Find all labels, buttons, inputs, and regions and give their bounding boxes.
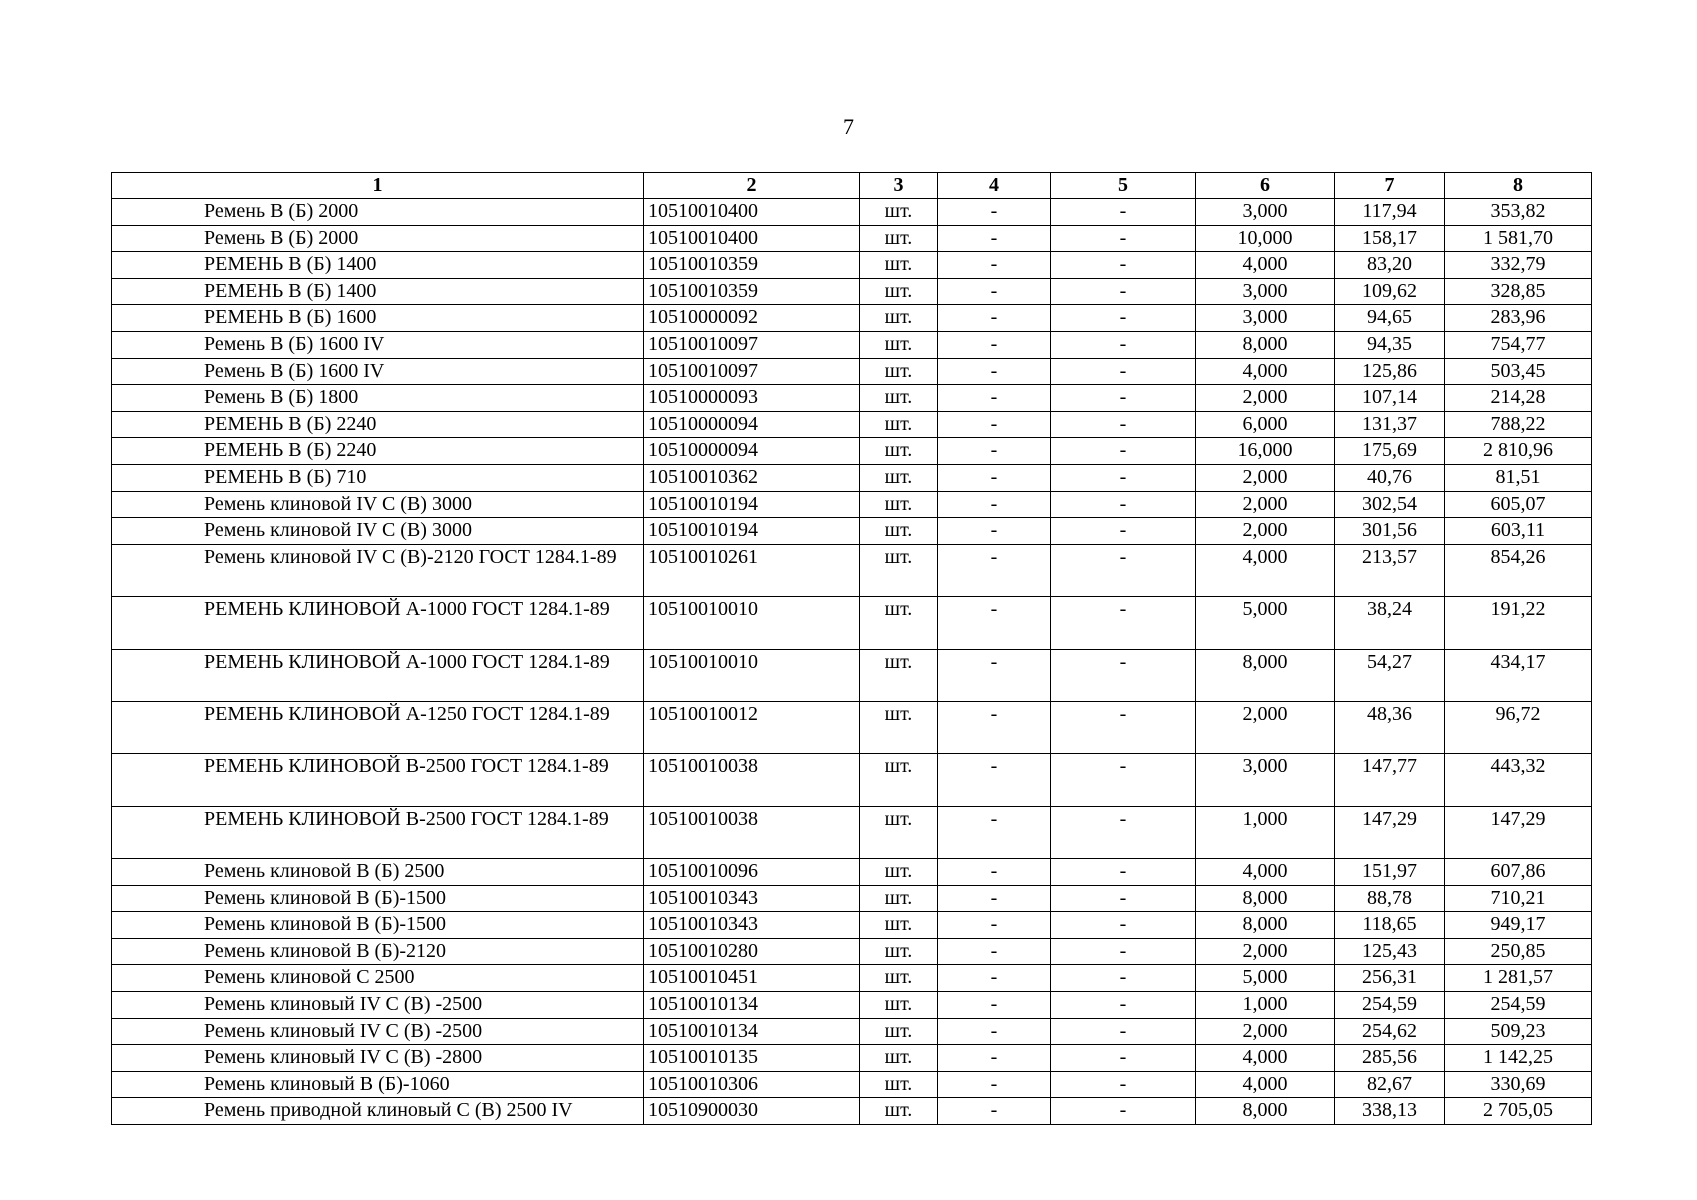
table-row xyxy=(112,199,1592,226)
column-5-cell: - xyxy=(1051,225,1196,252)
table-row xyxy=(112,518,1592,545)
unit-cell: шт. xyxy=(860,806,938,858)
quantity-cell: 3,000 xyxy=(1196,199,1335,226)
unit-cell: шт. xyxy=(860,438,938,465)
item-code-cell: 10510010451 xyxy=(644,965,860,992)
unit-cell: шт. xyxy=(860,385,938,412)
column-4-cell: - xyxy=(938,199,1051,226)
table-row xyxy=(112,938,1592,965)
column-4-cell: - xyxy=(938,806,1051,858)
table-row xyxy=(112,701,1592,753)
item-name-cell: РЕМЕНЬ В (Б) 1600 xyxy=(112,305,644,332)
column-5-cell: - xyxy=(1051,806,1196,858)
unit-cell: шт. xyxy=(860,358,938,385)
column-5-cell: - xyxy=(1051,438,1196,465)
column-5-cell: - xyxy=(1051,1071,1196,1098)
item-code-cell: 10510010038 xyxy=(644,754,860,806)
column-4-cell: - xyxy=(938,358,1051,385)
column-5-cell: - xyxy=(1051,649,1196,701)
table-row xyxy=(112,358,1592,385)
column-4-cell: - xyxy=(938,331,1051,358)
table-row xyxy=(112,1045,1592,1072)
sum-cell: 854,26 xyxy=(1445,544,1592,596)
sum-cell: 1 281,57 xyxy=(1445,965,1592,992)
item-name-cell: Ремень клиновой IV С (В) 3000 xyxy=(112,518,644,545)
item-code-cell: 10510010194 xyxy=(644,491,860,518)
column-5-cell: - xyxy=(1051,411,1196,438)
sum-cell: 214,28 xyxy=(1445,385,1592,412)
quantity-cell: 1,000 xyxy=(1196,806,1335,858)
item-name-cell: Ремень клиновой В (Б)-2120 xyxy=(112,938,644,965)
column-5-cell: - xyxy=(1051,965,1196,992)
quantity-cell: 2,000 xyxy=(1196,518,1335,545)
column-5-cell: - xyxy=(1051,358,1196,385)
sum-cell: 283,96 xyxy=(1445,305,1592,332)
column-4-cell: - xyxy=(938,385,1051,412)
item-code-cell: 10510010359 xyxy=(644,252,860,279)
item-code-cell: 10510010097 xyxy=(644,331,860,358)
sum-cell: 332,79 xyxy=(1445,252,1592,279)
unit-cell: шт. xyxy=(860,938,938,965)
quantity-cell: 2,000 xyxy=(1196,385,1335,412)
column-4-cell: - xyxy=(938,1071,1051,1098)
item-code-cell: 10510010343 xyxy=(644,885,860,912)
unit-cell: шт. xyxy=(860,411,938,438)
item-name-cell: РЕМЕНЬ КЛИНОВОЙ А-1000 ГОСТ 1284.1-89 xyxy=(112,649,644,701)
item-code-cell: 10510010280 xyxy=(644,938,860,965)
column-4-cell: - xyxy=(938,278,1051,305)
table-row xyxy=(112,438,1592,465)
price-cell: 118,65 xyxy=(1335,912,1445,939)
table-row xyxy=(112,754,1592,806)
price-cell: 94,65 xyxy=(1335,305,1445,332)
item-code-cell: 10510000093 xyxy=(644,385,860,412)
item-code-cell: 10510010038 xyxy=(644,806,860,858)
quantity-cell: 2,000 xyxy=(1196,464,1335,491)
price-cell: 213,57 xyxy=(1335,544,1445,596)
table-row xyxy=(112,912,1592,939)
column-5-cell: - xyxy=(1051,754,1196,806)
item-code-cell: 10510010400 xyxy=(644,199,860,226)
sum-cell: 434,17 xyxy=(1445,649,1592,701)
column-4-cell: - xyxy=(938,992,1051,1019)
item-code-cell: 10510000094 xyxy=(644,411,860,438)
column-4-cell: - xyxy=(938,912,1051,939)
price-cell: 125,86 xyxy=(1335,358,1445,385)
quantity-cell: 2,000 xyxy=(1196,491,1335,518)
sum-cell: 509,23 xyxy=(1445,1018,1592,1045)
price-cell: 40,76 xyxy=(1335,464,1445,491)
column-4-cell: - xyxy=(938,491,1051,518)
item-name-cell: РЕМЕНЬ КЛИНОВОЙ В-2500 ГОСТ 1284.1-89 xyxy=(112,806,644,858)
column-4-cell: - xyxy=(938,597,1051,649)
sum-cell: 788,22 xyxy=(1445,411,1592,438)
item-name-cell: Ремень В (Б) 2000 xyxy=(112,225,644,252)
quantity-cell: 3,000 xyxy=(1196,278,1335,305)
table-body xyxy=(112,199,1592,1125)
unit-cell: шт. xyxy=(860,754,938,806)
item-code-cell: 10510010010 xyxy=(644,597,860,649)
sum-cell: 949,17 xyxy=(1445,912,1592,939)
unit-cell: шт. xyxy=(860,1018,938,1045)
unit-cell: шт. xyxy=(860,649,938,701)
quantity-cell: 4,000 xyxy=(1196,358,1335,385)
column-4-cell: - xyxy=(938,305,1051,332)
unit-cell: шт. xyxy=(860,992,938,1019)
header-cell: 2 xyxy=(644,173,860,199)
column-5-cell: - xyxy=(1051,885,1196,912)
price-cell: 302,54 xyxy=(1335,491,1445,518)
table-header-row xyxy=(112,173,1592,199)
price-cell: 109,62 xyxy=(1335,278,1445,305)
item-name-cell: Ремень клиновой В (Б)-1500 xyxy=(112,885,644,912)
table-row xyxy=(112,859,1592,886)
quantity-cell: 4,000 xyxy=(1196,1045,1335,1072)
column-5-cell: - xyxy=(1051,252,1196,279)
item-name-cell: РЕМЕНЬ В (Б) 2240 xyxy=(112,438,644,465)
quantity-cell: 1,000 xyxy=(1196,992,1335,1019)
quantity-cell: 2,000 xyxy=(1196,1018,1335,1045)
column-4-cell: - xyxy=(938,464,1051,491)
sum-cell: 191,22 xyxy=(1445,597,1592,649)
quantity-cell: 2,000 xyxy=(1196,701,1335,753)
unit-cell: шт. xyxy=(860,331,938,358)
item-name-cell: Ремень В (Б) 2000 xyxy=(112,199,644,226)
column-5-cell: - xyxy=(1051,385,1196,412)
item-code-cell: 10510000094 xyxy=(644,438,860,465)
quantity-cell: 16,000 xyxy=(1196,438,1335,465)
unit-cell: шт. xyxy=(860,1071,938,1098)
item-code-cell: 10510010359 xyxy=(644,278,860,305)
item-name-cell: Ремень клиновой IV С (В)-2120 ГОСТ 1284.1-89 xyxy=(112,544,644,596)
item-name-cell: Ремень клиновой В (Б)-1500 xyxy=(112,912,644,939)
price-cell: 338,13 xyxy=(1335,1098,1445,1125)
item-name-cell: Ремень клиновый В (Б)-1060 xyxy=(112,1071,644,1098)
quantity-cell: 4,000 xyxy=(1196,859,1335,886)
item-code-cell: 10510010261 xyxy=(644,544,860,596)
unit-cell: шт. xyxy=(860,1098,938,1125)
table-row xyxy=(112,491,1592,518)
column-5-cell: - xyxy=(1051,491,1196,518)
sum-cell: 605,07 xyxy=(1445,491,1592,518)
unit-cell: шт. xyxy=(860,278,938,305)
item-name-cell: Ремень клиновый IV С (В) -2800 xyxy=(112,1045,644,1072)
sum-cell: 603,11 xyxy=(1445,518,1592,545)
item-name-cell: РЕМЕНЬ КЛИНОВОЙ А-1250 ГОСТ 1284.1-89 xyxy=(112,701,644,753)
price-cell: 254,62 xyxy=(1335,1018,1445,1045)
column-5-cell: - xyxy=(1051,278,1196,305)
page-number: 7 xyxy=(843,114,854,139)
price-cell: 117,94 xyxy=(1335,199,1445,226)
item-name-cell: РЕМЕНЬ В (Б) 1400 xyxy=(112,252,644,279)
sum-cell: 328,85 xyxy=(1445,278,1592,305)
column-4-cell: - xyxy=(938,1098,1051,1125)
column-5-cell: - xyxy=(1051,992,1196,1019)
item-name-cell: РЕМЕНЬ В (Б) 710 xyxy=(112,464,644,491)
table-row xyxy=(112,544,1592,596)
item-name-cell: Ремень В (Б) 1600 IV xyxy=(112,331,644,358)
sum-cell: 1 581,70 xyxy=(1445,225,1592,252)
table-row xyxy=(112,1098,1592,1125)
quantity-cell: 8,000 xyxy=(1196,885,1335,912)
table-row xyxy=(112,1018,1592,1045)
column-5-cell: - xyxy=(1051,701,1196,753)
column-4-cell: - xyxy=(938,1018,1051,1045)
items-table xyxy=(111,172,1592,1125)
quantity-cell: 5,000 xyxy=(1196,965,1335,992)
price-cell: 88,78 xyxy=(1335,885,1445,912)
price-cell: 158,17 xyxy=(1335,225,1445,252)
column-5-cell: - xyxy=(1051,1018,1196,1045)
sum-cell: 443,32 xyxy=(1445,754,1592,806)
column-4-cell: - xyxy=(938,411,1051,438)
column-4-cell: - xyxy=(938,518,1051,545)
quantity-cell: 8,000 xyxy=(1196,331,1335,358)
item-code-cell: 10510010134 xyxy=(644,992,860,1019)
item-name-cell: Ремень приводной клиновый С (В) 2500 IV xyxy=(112,1098,644,1125)
quantity-cell: 10,000 xyxy=(1196,225,1335,252)
item-name-cell: Ремень клиновой С 2500 xyxy=(112,965,644,992)
column-5-cell: - xyxy=(1051,199,1196,226)
column-4-cell: - xyxy=(938,965,1051,992)
quantity-cell: 4,000 xyxy=(1196,252,1335,279)
unit-cell: шт. xyxy=(860,518,938,545)
price-cell: 301,56 xyxy=(1335,518,1445,545)
header-cell: 4 xyxy=(938,173,1051,199)
price-cell: 285,56 xyxy=(1335,1045,1445,1072)
item-code-cell: 10510010306 xyxy=(644,1071,860,1098)
unit-cell: шт. xyxy=(860,965,938,992)
item-name-cell: Ремень клиновой IV С (В) 3000 xyxy=(112,491,644,518)
item-code-cell: 10510010343 xyxy=(644,912,860,939)
column-5-cell: - xyxy=(1051,938,1196,965)
item-name-cell: Ремень В (Б) 1600 IV xyxy=(112,358,644,385)
table-row xyxy=(112,225,1592,252)
column-4-cell: - xyxy=(938,225,1051,252)
column-4-cell: - xyxy=(938,1045,1051,1072)
unit-cell: шт. xyxy=(860,912,938,939)
column-5-cell: - xyxy=(1051,518,1196,545)
unit-cell: шт. xyxy=(860,1045,938,1072)
table-row xyxy=(112,649,1592,701)
table-row xyxy=(112,331,1592,358)
sum-cell: 81,51 xyxy=(1445,464,1592,491)
price-cell: 256,31 xyxy=(1335,965,1445,992)
unit-cell: шт. xyxy=(860,464,938,491)
price-cell: 48,36 xyxy=(1335,701,1445,753)
column-5-cell: - xyxy=(1051,544,1196,596)
column-4-cell: - xyxy=(938,544,1051,596)
item-code-cell: 10510010012 xyxy=(644,701,860,753)
item-code-cell: 10510000092 xyxy=(644,305,860,332)
column-5-cell: - xyxy=(1051,859,1196,886)
item-name-cell: Ремень клиновой В (Б) 2500 xyxy=(112,859,644,886)
sum-cell: 607,86 xyxy=(1445,859,1592,886)
table-row xyxy=(112,464,1592,491)
column-5-cell: - xyxy=(1051,305,1196,332)
price-cell: 175,69 xyxy=(1335,438,1445,465)
column-5-cell: - xyxy=(1051,331,1196,358)
price-cell: 125,43 xyxy=(1335,938,1445,965)
sum-cell: 353,82 xyxy=(1445,199,1592,226)
table-row xyxy=(112,597,1592,649)
sum-cell: 503,45 xyxy=(1445,358,1592,385)
unit-cell: шт. xyxy=(860,305,938,332)
price-cell: 107,14 xyxy=(1335,385,1445,412)
item-name-cell: Ремень клиновый IV С (В) -2500 xyxy=(112,992,644,1019)
column-4-cell: - xyxy=(938,938,1051,965)
sum-cell: 147,29 xyxy=(1445,806,1592,858)
quantity-cell: 4,000 xyxy=(1196,1071,1335,1098)
item-code-cell: 10510010010 xyxy=(644,649,860,701)
item-name-cell: Ремень В (Б) 1800 xyxy=(112,385,644,412)
column-4-cell: - xyxy=(938,859,1051,886)
quantity-cell: 8,000 xyxy=(1196,649,1335,701)
sum-cell: 2 705,05 xyxy=(1445,1098,1592,1125)
unit-cell: шт. xyxy=(860,885,938,912)
unit-cell: шт. xyxy=(860,225,938,252)
sum-cell: 710,21 xyxy=(1445,885,1592,912)
item-code-cell: 10510010097 xyxy=(644,358,860,385)
item-code-cell: 10510010135 xyxy=(644,1045,860,1072)
table-row xyxy=(112,965,1592,992)
item-code-cell: 10510900030 xyxy=(644,1098,860,1125)
quantity-cell: 3,000 xyxy=(1196,305,1335,332)
column-5-cell: - xyxy=(1051,912,1196,939)
header-cell: 3 xyxy=(860,173,938,199)
item-code-cell: 10510010362 xyxy=(644,464,860,491)
table-row xyxy=(112,305,1592,332)
column-4-cell: - xyxy=(938,701,1051,753)
unit-cell: шт. xyxy=(860,597,938,649)
quantity-cell: 8,000 xyxy=(1196,912,1335,939)
price-cell: 151,97 xyxy=(1335,859,1445,886)
column-4-cell: - xyxy=(938,649,1051,701)
item-code-cell: 10510010194 xyxy=(644,518,860,545)
price-cell: 54,27 xyxy=(1335,649,1445,701)
price-cell: 147,77 xyxy=(1335,754,1445,806)
quantity-cell: 4,000 xyxy=(1196,544,1335,596)
item-name-cell: РЕМЕНЬ КЛИНОВОЙ В-2500 ГОСТ 1284.1-89 xyxy=(112,754,644,806)
item-code-cell: 10510010134 xyxy=(644,1018,860,1045)
price-cell: 254,59 xyxy=(1335,992,1445,1019)
quantity-cell: 8,000 xyxy=(1196,1098,1335,1125)
unit-cell: шт. xyxy=(860,199,938,226)
column-5-cell: - xyxy=(1051,1098,1196,1125)
quantity-cell: 3,000 xyxy=(1196,754,1335,806)
sum-cell: 2 810,96 xyxy=(1445,438,1592,465)
table-row xyxy=(112,411,1592,438)
item-name-cell: РЕМЕНЬ В (Б) 2240 xyxy=(112,411,644,438)
column-5-cell: - xyxy=(1051,464,1196,491)
header-cell: 7 xyxy=(1335,173,1445,199)
table-row xyxy=(112,252,1592,279)
table-row xyxy=(112,806,1592,858)
unit-cell: шт. xyxy=(860,252,938,279)
sum-cell: 754,77 xyxy=(1445,331,1592,358)
sum-cell: 1 142,25 xyxy=(1445,1045,1592,1072)
header-cell: 6 xyxy=(1196,173,1335,199)
table-row xyxy=(112,385,1592,412)
price-cell: 94,35 xyxy=(1335,331,1445,358)
header-cell: 8 xyxy=(1445,173,1592,199)
item-name-cell: РЕМЕНЬ КЛИНОВОЙ А-1000 ГОСТ 1284.1-89 xyxy=(112,597,644,649)
table-row xyxy=(112,1071,1592,1098)
column-4-cell: - xyxy=(938,252,1051,279)
item-code-cell: 10510010096 xyxy=(644,859,860,886)
sum-cell: 96,72 xyxy=(1445,701,1592,753)
price-cell: 83,20 xyxy=(1335,252,1445,279)
column-5-cell: - xyxy=(1051,1045,1196,1072)
sum-cell: 254,59 xyxy=(1445,992,1592,1019)
column-4-cell: - xyxy=(938,754,1051,806)
quantity-cell: 5,000 xyxy=(1196,597,1335,649)
price-cell: 82,67 xyxy=(1335,1071,1445,1098)
table-row xyxy=(112,885,1592,912)
unit-cell: шт. xyxy=(860,859,938,886)
sum-cell: 330,69 xyxy=(1445,1071,1592,1098)
sum-cell: 250,85 xyxy=(1445,938,1592,965)
table-row xyxy=(112,992,1592,1019)
price-cell: 38,24 xyxy=(1335,597,1445,649)
quantity-cell: 2,000 xyxy=(1196,938,1335,965)
item-code-cell: 10510010400 xyxy=(644,225,860,252)
header-cell: 5 xyxy=(1051,173,1196,199)
column-4-cell: - xyxy=(938,885,1051,912)
item-name-cell: Ремень клиновый IV С (В) -2500 xyxy=(112,1018,644,1045)
item-name-cell: РЕМЕНЬ В (Б) 1400 xyxy=(112,278,644,305)
unit-cell: шт. xyxy=(860,491,938,518)
unit-cell: шт. xyxy=(860,701,938,753)
column-5-cell: - xyxy=(1051,597,1196,649)
quantity-cell: 6,000 xyxy=(1196,411,1335,438)
price-cell: 131,37 xyxy=(1335,411,1445,438)
column-4-cell: - xyxy=(938,438,1051,465)
unit-cell: шт. xyxy=(860,544,938,596)
table-row xyxy=(112,278,1592,305)
price-cell: 147,29 xyxy=(1335,806,1445,858)
header-cell: 1 xyxy=(112,173,644,199)
